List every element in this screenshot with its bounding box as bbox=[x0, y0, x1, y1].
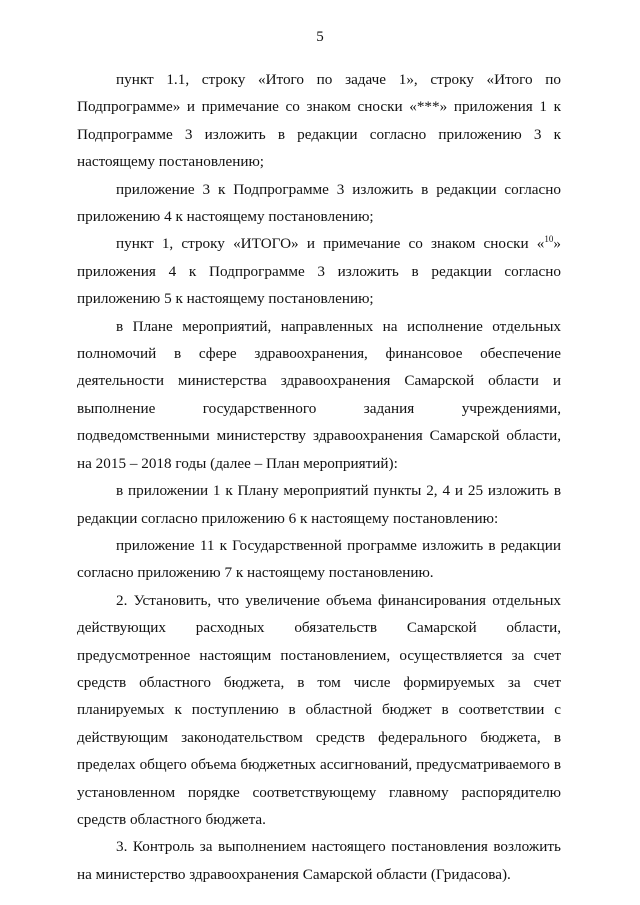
paragraph-amend-appendix-3: приложение 3 к Подпрограмме 3 изложить в редакции согласно приложению 4 к настоящему постановлению; bbox=[77, 180, 561, 226]
paragraph-plan-appendix-1: в приложении 1 к Плану мероприятий пункты 2, 4 и 25 изложить в редакции согласно приложению 6 к настоящему постановлению: bbox=[77, 482, 561, 527]
footnote-marker: 10 bbox=[544, 234, 554, 245]
paragraph-clause-2-financing: 2. Установить, что увеличение объема финансирования отдельных действующих расходных обязательств Самарской области, предусмотренное настоящим постановлением, осуществляется за счет средств областного бюджета, в том числе формируемых за счет планируемых к поступлению в областной бюджет в соответствии с действующим законодательством средств федерального бюджета, в пределах общего объема бюджетных ассигнований, предусматриваемого в установленном порядке соответствующему главному распорядителю средств областного бюджета. bbox=[77, 591, 561, 828]
document-body bbox=[77, 66, 561, 888]
paragraph-amend-appendix-4 bbox=[77, 230, 561, 312]
paragraph-plan-of-measures: в Плане мероприятий, направленных на исполнение отдельных полномочий в сфере здравоохранения, финансовое обеспечение деятельности министерства здравоохранения Самарской области и выполнение государственного задания учреждениями, подведомственными министерству здравоохранения Самарской области, на 2015 – 2018 годы (далее – План мероприятий): bbox=[77, 317, 561, 472]
paragraph-text-before-footnote: пункт 1, строку «ИТОГО» и примечание со знаком сноски « bbox=[116, 235, 545, 253]
paragraph-amend-appendix-1: пункт 1.1, строку «Итого по задаче 1», строку «Итого по Подпрограмме» и примечание со знаком сноски «***» приложения 1 к Подпрограмме 3 изложить в редакции согласно приложению 3 к настоящему постановлению; bbox=[77, 71, 561, 171]
paragraph-text-after-footnote: » приложения 4 к Подпрограмме 3 изложить в редакции согласно приложению 5 к настоящему постановлению; bbox=[77, 235, 561, 308]
page-number: 5 bbox=[316, 29, 324, 45]
paragraph-program-appendix-11: приложение 11 к Государственной программе изложить в редакции согласно приложению 7 к настоящему постановлению. bbox=[77, 536, 561, 582]
paragraph-clause-3-control: 3. Контроль за выполнением настоящего постановления возложить на министерство здравоохранения Самарской области (Гридасова). bbox=[77, 838, 561, 883]
